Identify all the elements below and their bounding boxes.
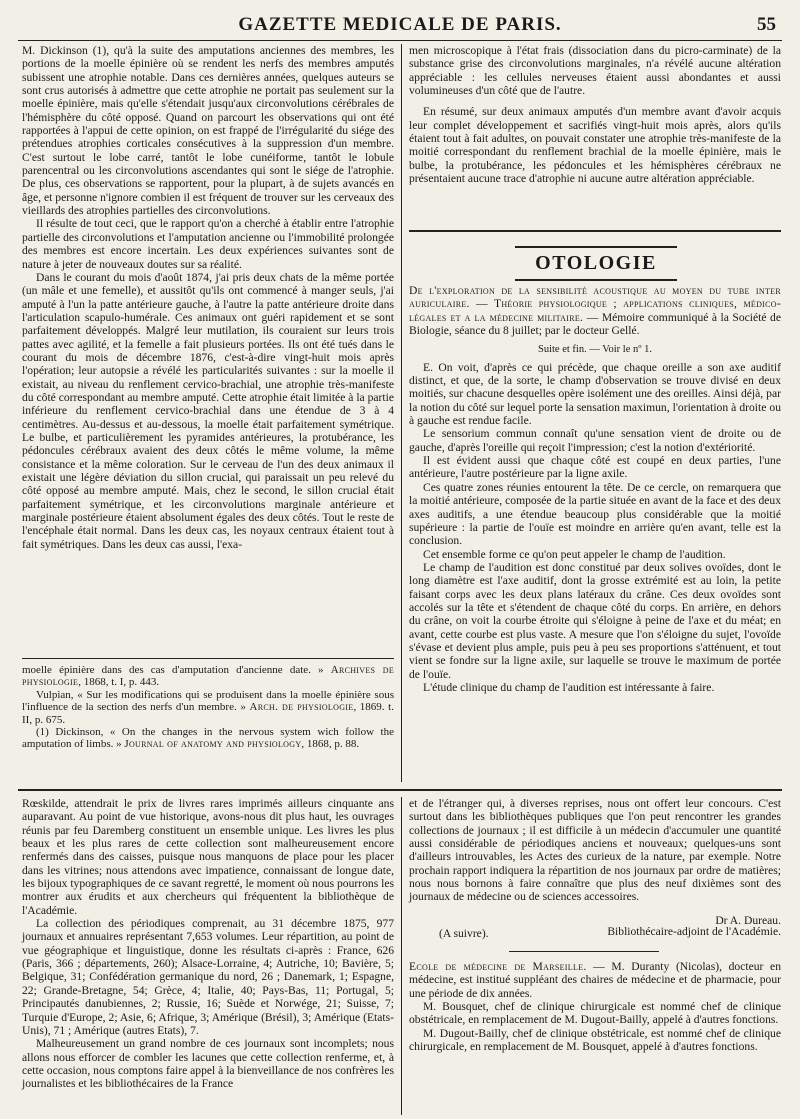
paragraph: Ces quatre zones réunies entourent la tête. De ce cercle, on remarquera que la moitié antérieure, composée de la partie située en avant de la face et des deux axes auditifs, a une étendue beaucoup plus considérable que la moitié supérieure : la partie de l'ouïe est moindre en arrière qu'en avant, telle est la conclusion. <box>409 480 781 548</box>
news-item: Ecole de médecine de Marseille. — M. Duranty (Nicolas), docteur en médecine, est institué suppléant des chaires de médecine et de pharmacie, pour une période de dix années. <box>409 960 781 1000</box>
paragraph: et de l'étranger qui, à diverses reprises, nous ont offert leur concours. C'est surtout dans les bibliothèques publiques que l'on peut rencontrer les grandes collections de journaux ; il est difficile à un médecin d'accumuler une quantité aussi considérable de périodiques anciens et nouveaux; quelques-uns sont d'ailleurs introuvables, les Actes des curieux de la nature, par exemple. Notre prochain rapport indiquera la répartition de nos journaux par ordre de matières; nous nous bornons à faire connaître que plus des neuf dixièmes sont des journaux de médecine ou de sciences accessoires. <box>409 797 781 904</box>
paragraph: L'étude clinique du champ de l'audition est intéressante à faire. <box>423 680 715 694</box>
left-column-top <box>22 44 394 551</box>
right-column-top <box>409 44 781 185</box>
column-divider <box>401 797 402 1115</box>
paragraph: M. Dickinson (1), qu'à la suite des amputations anciennes des membres, les portions de la moelle épinière où se rendent les nerfs des membres amputés subissent une atrophie notable. Dans ces dernières années, quelques auteurs se sont crus autorisés à admettre que cette atrophie ne portait pas seulement sur la moelle épinière, mais qu'elle s'étendait jusqu'aux circonvolutions cérébrales de l'hémisphère du côté opposé. Quand on parcourt les observations qui ont été rapportées à l'appui de cette opinion, on est frappé de l'irrégularité du siége des prétendues atrophies corticales consécutives à la suppression d'un membre. C'est surtout le lobe carré, tantôt le lobe cunéiforme, tantôt le lobule parencentral ou les circonvolutions ascendantes qui sont le siége de l'atrophie. De plus, ces observations se rapportent, pour la plupart, à de sujets avancés en âge, et personne n'ignore combien il est fréquent de trouver sur les cerveaux des vieillards des atrophies partielles des circonvolutions. <box>22 44 394 218</box>
article-heading: De l'exploration de la sensibilité acoustique au moyen du tube inter auriculaire. — Théorie physiologique ; applications cliniques, médico-légales et a la médecine militaire. — Mémoire communiqué à la Société de Biologie, séance du 8 juillet; par le docteur Gellé. <box>409 284 781 338</box>
paragraph: Rœskilde, attendrait le prix de livres rares imprimés ailleurs cinquante ans auparavant. Au point de vue historique, avons-nous dit plus haut, les ouvrages réunis par feu Daremberg constituent un ensemble unique. Les livres les plus beaux et les plus rares de cette collection sont malheureusement encore renfermés dans des caisses, puisque nous manquons de place pour les placer dans les vitrines; nous attendons avec impatience, connaissant de longue date, les bijoux typographiques de ce savant regretté, le moment où nous pourrons les montrer aux érudits et aux chercheurs qui fréquentent la bibliothèque de l'Académie. <box>22 797 394 917</box>
page-number: 55 <box>757 14 776 35</box>
feuilleton-rule <box>18 789 782 791</box>
paragraph: Cet ensemble forme ce qu'on peut appeler le champ de l'audition. <box>423 547 726 561</box>
signature-block <box>409 927 781 941</box>
news-item: M. Bousquet, chef de clinique chirurgicale est nommé chef de clinique obstétricale, en remplacement de M. Dugout-Bailly, appelé à d'autres fonctions. <box>409 1000 781 1027</box>
news-rule <box>509 951 659 952</box>
footnote: moelle épinière dans des cas d'amputation d'ancienne date. » Archives de physiologie, 1868, t. I, p. 443. <box>22 664 395 689</box>
footnote: Vulpian, « Sur les modifications qui se produisent dans la moelle épinière sous l'influence de la section des nerfs d'un membre. » Arch. de physiologie, 1869. t. II, p. 675. <box>22 688 394 726</box>
section-title-box <box>410 246 782 281</box>
section-rule <box>409 230 781 232</box>
column-divider <box>401 44 402 782</box>
page-header <box>18 8 782 38</box>
news-item: M. Dugout-Bailly, chef de clinique obstétricale, est nommé chef de clinique chirurgicale, en remplacement de M. Bousquet, appelé à d'autres fonctions. <box>409 1026 781 1054</box>
to-follow: (A suivre). <box>439 927 489 941</box>
paragraph: En résumé, sur deux animaux amputés d'un membre avant d'avoir acquis leur complet développement et sacrifiés vingt-huit mois après, alors qu'ils étaient tout à fait adultes, on pouvait constater une atrophie très-manifeste de la moitié correspondant du renflement brachial de la moelle épinière, mais le bulbe, la protubérance, les pédoncules et les hémisphères cérébraux ne présentaient aucune trace d'atrophie ni aucune autre altération appréciable. <box>409 105 781 186</box>
paragraph: men microscopique à l'état frais (dissociation dans du picro-carminate) de la substance grise des circonvolutions marginales, n'a révélé aucune altération appréciable : les cellules nerveuses étaient aussi abondantes et aussi volumineuses d'un côté que de l'autre. <box>409 44 781 98</box>
paragraph: Il résulte de tout ceci, que le rapport qu'on a cherché à établir entre l'atrophie partielle des circonvolutions et l'amputation ancienne ou l'immobilité prolongée des membres est encore incertain. Les deux expériences suivantes sont de nature à jeter de nouveaux doutes sur sa réalité. <box>22 217 394 271</box>
continuation-note: Suite et fin. — Voir le nº 1. <box>538 344 652 356</box>
paragraph: Le sensorium commun connaît qu'une sensation vient de droite ou de gauche, d'après l'oreille qui reçoit l'impression; c'est la notion d'extériorité. <box>409 427 781 454</box>
section-title: OTOLOGIE <box>515 246 677 281</box>
paragraph: Dans le courant du mois d'août 1874, j'ai pris deux chats de la même portée (un mâle et une femelle), et aussitôt qu'ils ont commencé à manger seuls, j'ai amputé à l'un la patte antérieure gauche, à l'autre la patte antérieure droite dans l'articulation scapulo-humérale. Ces animaux ont guéri rapidement et se sont parfaitement développés. Malgré leur mutilation, ils couraient sur leurs trois pattes avec agilité, et la femelle a fait plusieurs portées. Ils ont été tués dans le courant du mois de décembre 1876, c'est-à-dire vingt-huit mois après l'opération; leur autopsie a révélé les particularités suivantes : sur la moelle il existait, au niveau du renflement cervico-brachial, une atrophie très-manifeste du côté correspondant au membre amputé. Cette atrophie était limitée à la partie inférieure du renflement cervico-brachial dans une étendue de 3 à 4 centimètres. Au-dessus et au-dessous, la moelle était parfaitement symétrique. Le bulbe, et particulièrement les pyramides antérieures, la protubérance, les pédoncules cérébraux avaient des deux côtés le même volume, la même consistance et la même coloration. Sur le cerveau de l'un des deux animaux il existait une légère déviation du sillon crucial, qui paraissait un peu relevé du côté opposé au membre amputé. Mais, chez le second, le sillon crucial était parfaitement symétrique, et les circonvolutions marginale antérieure et marginale postérieure étaient absolument égales des deux côtés. Tout le reste de l'encéphale était normal. Dans les deux cas, les noyaux centraux étaient tout à fait symétriques. Dans les deux cas aussi, l'exa- <box>22 270 394 551</box>
header-rule <box>18 40 782 41</box>
footnotes <box>22 664 394 751</box>
paragraph: Le champ de l'audition est donc constitué par deux solives ovoïdes, dont le long diamètre est l'axe auditif, dont la grosse extrémité est au loin, la petite faisant corps avec les deux plans latéraux du crâne. Ces deux ovoïdes sont accolés sur la tête et s'étendent de chaque côté du corps. En arrière, en dehors du crâne, on voit la courbe étroite qui s'éloigne à peine de l'axe et du méat; en avant, cette courbe est plus vaste. A mesure que l'on s'éloigne du sujet, l'ovoïde s'évase et devient plus ample, puis peu à peu ses proportions s'atténuent, et tout vient se fondre sur la ligne axile, sur laquelle se trouve le maximum de portée de l'ouïe. <box>409 560 781 681</box>
paragraph: E. On voit, d'après ce qui précède, que chaque oreille a son axe auditif distinct, et que, de la sorte, le champ d'observation se trouve divisé en deux moitiés, sur chacune desquelles opère isolément une des oreilles. Ainsi déjà, par la notion du côté sur lequel porte la sensation maximun, l'orientation à droite ou à gauche est rendue facile. <box>409 360 781 428</box>
left-column-bottom <box>22 797 394 1091</box>
paragraph: Malheureusement un grand nombre de ces journaux sont incomplets; nous allons nous efforcer de combler les lacunes que cette collection renferme, et, à cette occasion, nous comptons faire appel à la bienveillance de nos confrères les journalistes et les bibliothécaires de la France <box>22 1037 394 1091</box>
signature-title: Bibliothécaire-adjoint de l'Académie. <box>607 925 781 939</box>
footnote-rule <box>22 658 394 659</box>
signature-name: Dr A. Dureau. <box>715 913 781 927</box>
footnote: (1) Dickinson, « On the changes in the nervous system wich follow the amputation of limbs. » Journal of anatomy and physiology, 1868, p. 88. <box>22 726 394 751</box>
paragraph: Il est évident aussi que chaque côté est coupé en deux parties, l'une antérieure, l'autre postérieure par la ligne axile. <box>409 454 781 481</box>
paragraph: La collection des périodiques comprenait, au 31 décembre 1875, 977 journaux et annuaires représentant 7,653 volumes. Leur répartition, au point de vue géographique et linguistique, donne les résultats ci-après : France, 626 (Paris, 366 ; départements, 260); Alsace-Lorraine, 4; Autriche, 10; Bavière, 5; Belgique, 31; Confédération germanique du nord, 26 ; Danemark, 1; Espagne, 22; Grande-Bretagne, 54; Grèce, 4; Italie, 40; Pays-Bas, 11; Portugal, 5; Principautés danubiennes, 2; Russie, 16; Suède et Norwége, 21; Suisse, 7; Turquie d'Europe, 2; Asie, 6; Afrique, 3; Amérique (Brésil), 3; Amérique (Etats-Unis), 71 ; Amérique (autres Etats), 7. <box>22 917 394 1037</box>
right-column-bottom <box>409 797 781 1054</box>
journal-title: GAZETTE MEDICALE DE PARIS. <box>238 14 562 35</box>
otologie-article <box>409 284 781 694</box>
